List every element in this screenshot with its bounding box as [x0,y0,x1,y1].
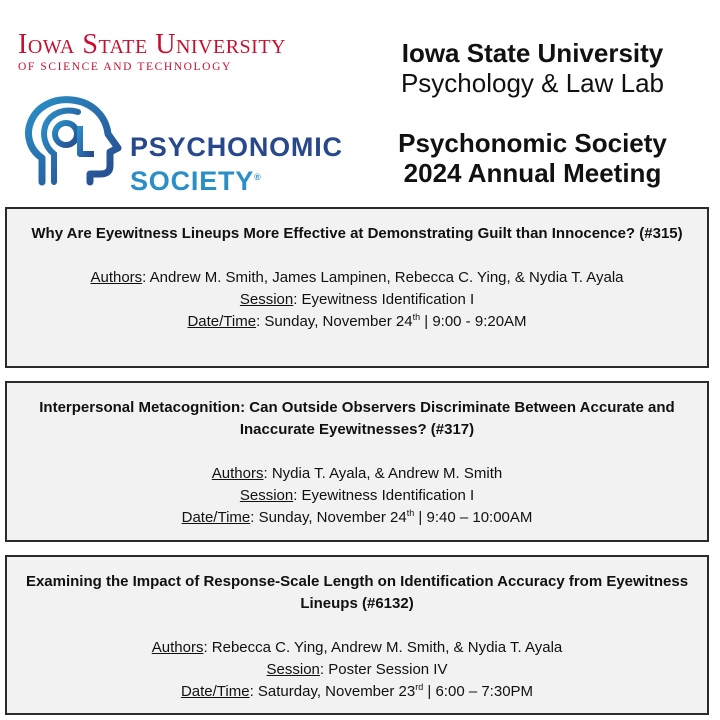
talk-title: Why Are Eyewitness Lineups More Effective at Demonstrating Guilt than Innocence? (#315) [31,225,683,242]
datetime-label: Date/Time [181,509,251,526]
session-value: : Eyewitness Identification I [293,487,475,504]
talk-card [5,207,709,368]
psychonomic-logo-line1: PSYCHONOMIC [130,132,343,162]
isu-logo-name: Iowa State University [18,29,286,60]
psychonomic-logo [22,96,352,196]
date-suffix: th [406,508,415,518]
authors-label: Authors [90,269,143,286]
talk-session [7,659,707,681]
talk-title: Examining the Impact of Response-Scale Length on Identification Accuracy from Eyewitness Lineups (#6132) [25,573,689,612]
header-block [360,38,705,188]
header-lab: Psychology & Law Lab [400,68,665,98]
talk-datetime [7,311,707,333]
date-suffix: rd [415,682,424,692]
talk-session [7,289,707,311]
session-value: : Eyewitness Identification I [293,291,475,308]
talk-authors [7,267,707,289]
header-society: Psychonomic Society [398,128,667,158]
psychonomic-logo-line2: SOCIETY [130,166,255,196]
authors-value: : Rebecca C. Ying, Andrew M. Smith, & Nydia T. Ayala [203,639,563,656]
authors-label: Authors [211,465,264,482]
talk-session [7,485,707,507]
talk-authors [7,637,707,659]
session-value: : Poster Session IV [319,661,448,678]
talk-datetime [7,507,707,529]
datetime-label: Date/Time [187,313,257,330]
session-label: Session [239,487,294,504]
time-value: | 6:00 – 7:30PM [423,683,534,700]
talk-authors [7,463,707,485]
date-value: : Sunday, November 24 [256,313,413,330]
authors-label: Authors [151,639,204,656]
registered-mark: ® [254,172,262,182]
date-value: : Saturday, November 23 [249,683,416,700]
isu-logo [18,30,348,73]
session-label: Session [239,291,294,308]
talk-datetime [7,681,707,703]
session-label: Session [266,661,320,678]
psychonomic-logo-line2-wrap [130,162,343,196]
date-suffix: th [412,312,421,322]
authors-value: : Andrew M. Smith, James Lampinen, Rebecca C. Ying, & Nydia T. Ayala [142,269,624,286]
authors-value: : Nydia T. Ayala, & Andrew M. Smith [263,465,503,482]
time-value: | 9:00 - 9:20AM [420,313,527,330]
talk-title: Interpersonal Metacognition: Can Outside Observers Discriminate Between Accurate and Inaccurate Eyewitnesses? (#317) [39,399,675,438]
psychonomic-logo-text [130,132,343,196]
datetime-label: Date/Time [180,683,250,700]
isu-logo-tagline: OF SCIENCE AND TECHNOLOGY [18,61,232,73]
talk-card [5,381,709,542]
head-profile-icon [22,96,122,188]
talk-card [5,555,709,715]
date-value: : Sunday, November 24 [250,509,407,526]
header-meeting: 2024 Annual Meeting [403,158,662,188]
header-institution: Iowa State University [401,38,664,68]
time-value: | 9:40 – 10:00AM [414,509,533,526]
